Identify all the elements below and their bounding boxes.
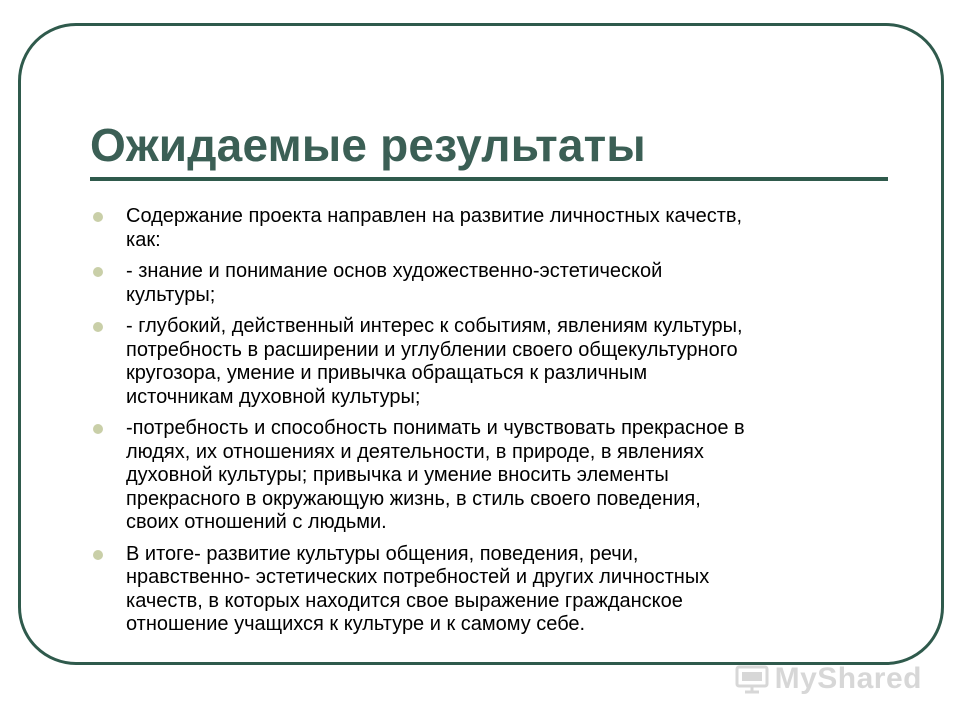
bullet-dot-icon [93, 550, 103, 560]
bullet-dot-icon [93, 212, 103, 222]
watermark [735, 662, 922, 696]
bullet-text: Содержание проекта направлен на развитие личностных качеств, как: [126, 205, 743, 251]
watermark-text: MyShared [774, 662, 922, 695]
title-underline [90, 177, 888, 181]
bullet-item [88, 417, 888, 535]
bullet-dot-icon [93, 267, 103, 277]
bullet-item [88, 205, 888, 252]
bullet-text: - глубокий, действенный интерес к событиям, явлениям культуры, потребность в расширении и углублении своего общекультурного кругозора, умение и привычка обращаться к различным источникам духовной культуры; [126, 315, 743, 408]
bullet-text: В итоге- развитие культуры общения, поведения, речи, нравственно- эстетических потребностей и других личностных качеств, в которых находится свое выражение гражданское отношение учащихся к культуре и к самому себе. [126, 542, 710, 635]
bullet-dot-icon [93, 322, 103, 332]
bullet-item [88, 260, 888, 307]
bullet-item [88, 543, 888, 637]
bullet-text: -потребность и способность понимать и чувствовать прекрасное в людях, их отношениях и деятельности, в природе, в явлениях духовной культуры; привычка и умение вносить элементы прекрасного в окружающую жизнь, в стиль своего поведения, своих отношений с людьми. [126, 417, 745, 533]
slide-title: Ожидаемые результаты [90, 119, 646, 171]
bullet-text: - знание и понимание основ художественно-эстетической культуры; [126, 260, 663, 306]
bullet-item [88, 315, 888, 409]
bullet-dot-icon [93, 424, 103, 434]
presentation-board-icon [735, 664, 769, 694]
bullet-list [88, 205, 888, 645]
